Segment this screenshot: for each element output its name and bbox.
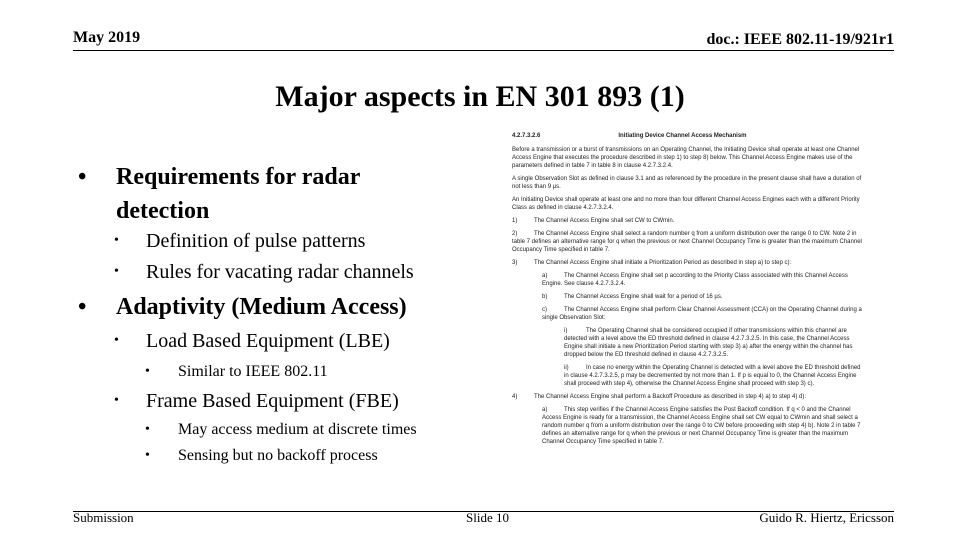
- excerpt-step: 2) The Channel Access Engine shall select a random number q from a uniform distribution over the range 0 to CW. Note 2 in table 7 defines an alternative range for q when the previous or next Channel Occupancy Time is greater than the maximum Channel Occupancy Time specified in table 7.: [512, 231, 862, 253]
- excerpt-subsubstep: ii) In case no energy within the Operating Channel is detected with a level above the ED threshold defined in clause 4.2.7.3.2.5, p may be decremented by not more than 1. If p is equal to 0, the Channel Access Engine shall proceed with step 4), otherwise the Channel Access Engine shall proceed with step 3) c).: [564, 365, 861, 387]
- standard-excerpt-image: [512, 132, 862, 500]
- excerpt-clause: 4.2.7.3.2.6: [512, 133, 541, 139]
- header-divider: [73, 50, 894, 51]
- bullet-marker: •: [114, 333, 119, 348]
- footer-submission: Submission: [73, 510, 134, 525]
- footer-slide-number: Slide 10: [466, 510, 509, 525]
- excerpt-substep: a) The Channel Access Engine shall set p according to the Priority Class associated with this Channel Access Engine. See clause 4.2.7.3.2.4.: [542, 273, 848, 287]
- excerpt-heading-text: Initiating Device Channel Access Mechanism: [618, 133, 747, 139]
- excerpt-paragraph: A single Observation Slot as defined in clause 3.1 and as referenced by the procedure in the present clause shall have a duration of not less than 9 µs.: [512, 176, 862, 190]
- excerpt-step: 3) The Channel Access Engine shall initiate a Prioritization Period as described in step a) to step c):: [512, 260, 792, 266]
- slide-title: Major aspects in EN 301 893 (1): [275, 80, 685, 113]
- excerpt-substep: a) This step verifies if the Channel Access Engine satisfies the Post Backoff condition. If q < 0 and the Channel Access Engine is ready for a transmission, the Channel Access Engine shall set CW equal to CWmin and shall select a random number q from a uniform distribution over the range 0 to CW before proceeding with step 4) b). Note 2 in table 7 defines an alternative range for q when the previous or next Channel Occupancy Time is greater than the maximum Channel Occupancy Time specified in table 7.: [542, 407, 861, 445]
- bullet-marker: •: [114, 393, 119, 408]
- bullet-marker: •: [78, 294, 87, 320]
- excerpt-heading: [512, 132, 862, 140]
- excerpt-step: 1) The Channel Access Engine shall set CW to CWmin.: [512, 218, 675, 224]
- bullet-marker: •: [145, 364, 150, 379]
- sub-sub-bullet-label: Similar to IEEE 802.11: [178, 363, 328, 380]
- bullet-marker: •: [78, 164, 87, 190]
- sub-sub-bullet-label: May access medium at discrete times: [178, 421, 417, 438]
- sub-sub-bullet-label: Sensing but no backoff process: [178, 447, 378, 464]
- header-date: May 2019: [73, 29, 141, 46]
- bullet-marker: •: [114, 264, 119, 279]
- sub-bullet-label: Frame Based Equipment (FBE): [146, 390, 399, 412]
- sub-bullet-label: Rules for vacating radar channels: [146, 261, 414, 283]
- bullet-adaptivity-label: Adaptivity (Medium Access): [116, 294, 407, 320]
- bullet-marker: •: [114, 233, 119, 248]
- excerpt-paragraph: An Initiating Device shall operate at least one and no more than four different Channel Access Engines each with a different Priority Class as defined in clause 4.2.7.3.2.4.: [512, 197, 860, 211]
- sub-bullet-label: Definition of pulse patterns: [146, 230, 366, 252]
- excerpt-substep: c) The Channel Access Engine shall perform Clear Channel Assessment (CCA) on the Operating Channel during a single Observation Slot:: [542, 307, 862, 321]
- bullet-radar-label: Requirements for radar detection: [116, 164, 360, 224]
- bullet-marker: •: [145, 448, 150, 463]
- excerpt-substep: b) The Channel Access Engine shall wait for a period of 16 µs.: [542, 294, 723, 300]
- footer-author: Guido R. Hiertz, Ericsson: [759, 510, 894, 525]
- excerpt-paragraph: Before a transmission or a burst of transmissions on an Operating Channel, the Initiating Device shall operate at least one Channel Access Engine that executes the procedure described in step 1) to step 8) below. This Channel Access Engine makes use of the parameters defined in table 7 in table 8 in clause 4.2.7.3.2.4.: [512, 147, 860, 169]
- excerpt-subsubstep: i) The Operating Channel shall be considered occupied if other transmissions within this channel are detected with a level above the ED threshold defined in clause 4.2.7.3.2.5. In this case, the Channel Access Engine shall initiate a new Prioritization Period starting with step 3) a) after the energy within the channel has dropped below the ED threshold defined in clause 4.2.7.3.2.5.: [564, 328, 853, 358]
- header-doc-id: doc.: IEEE 802.11-19/921r1: [706, 31, 894, 48]
- sub-bullet-label: Load Based Equipment (LBE): [146, 330, 390, 352]
- bullet-marker: •: [145, 422, 150, 437]
- excerpt-step: 4) The Channel Access Engine shall perform a Backoff Procedure as described in step 4) a) to step 4) d):: [512, 394, 807, 400]
